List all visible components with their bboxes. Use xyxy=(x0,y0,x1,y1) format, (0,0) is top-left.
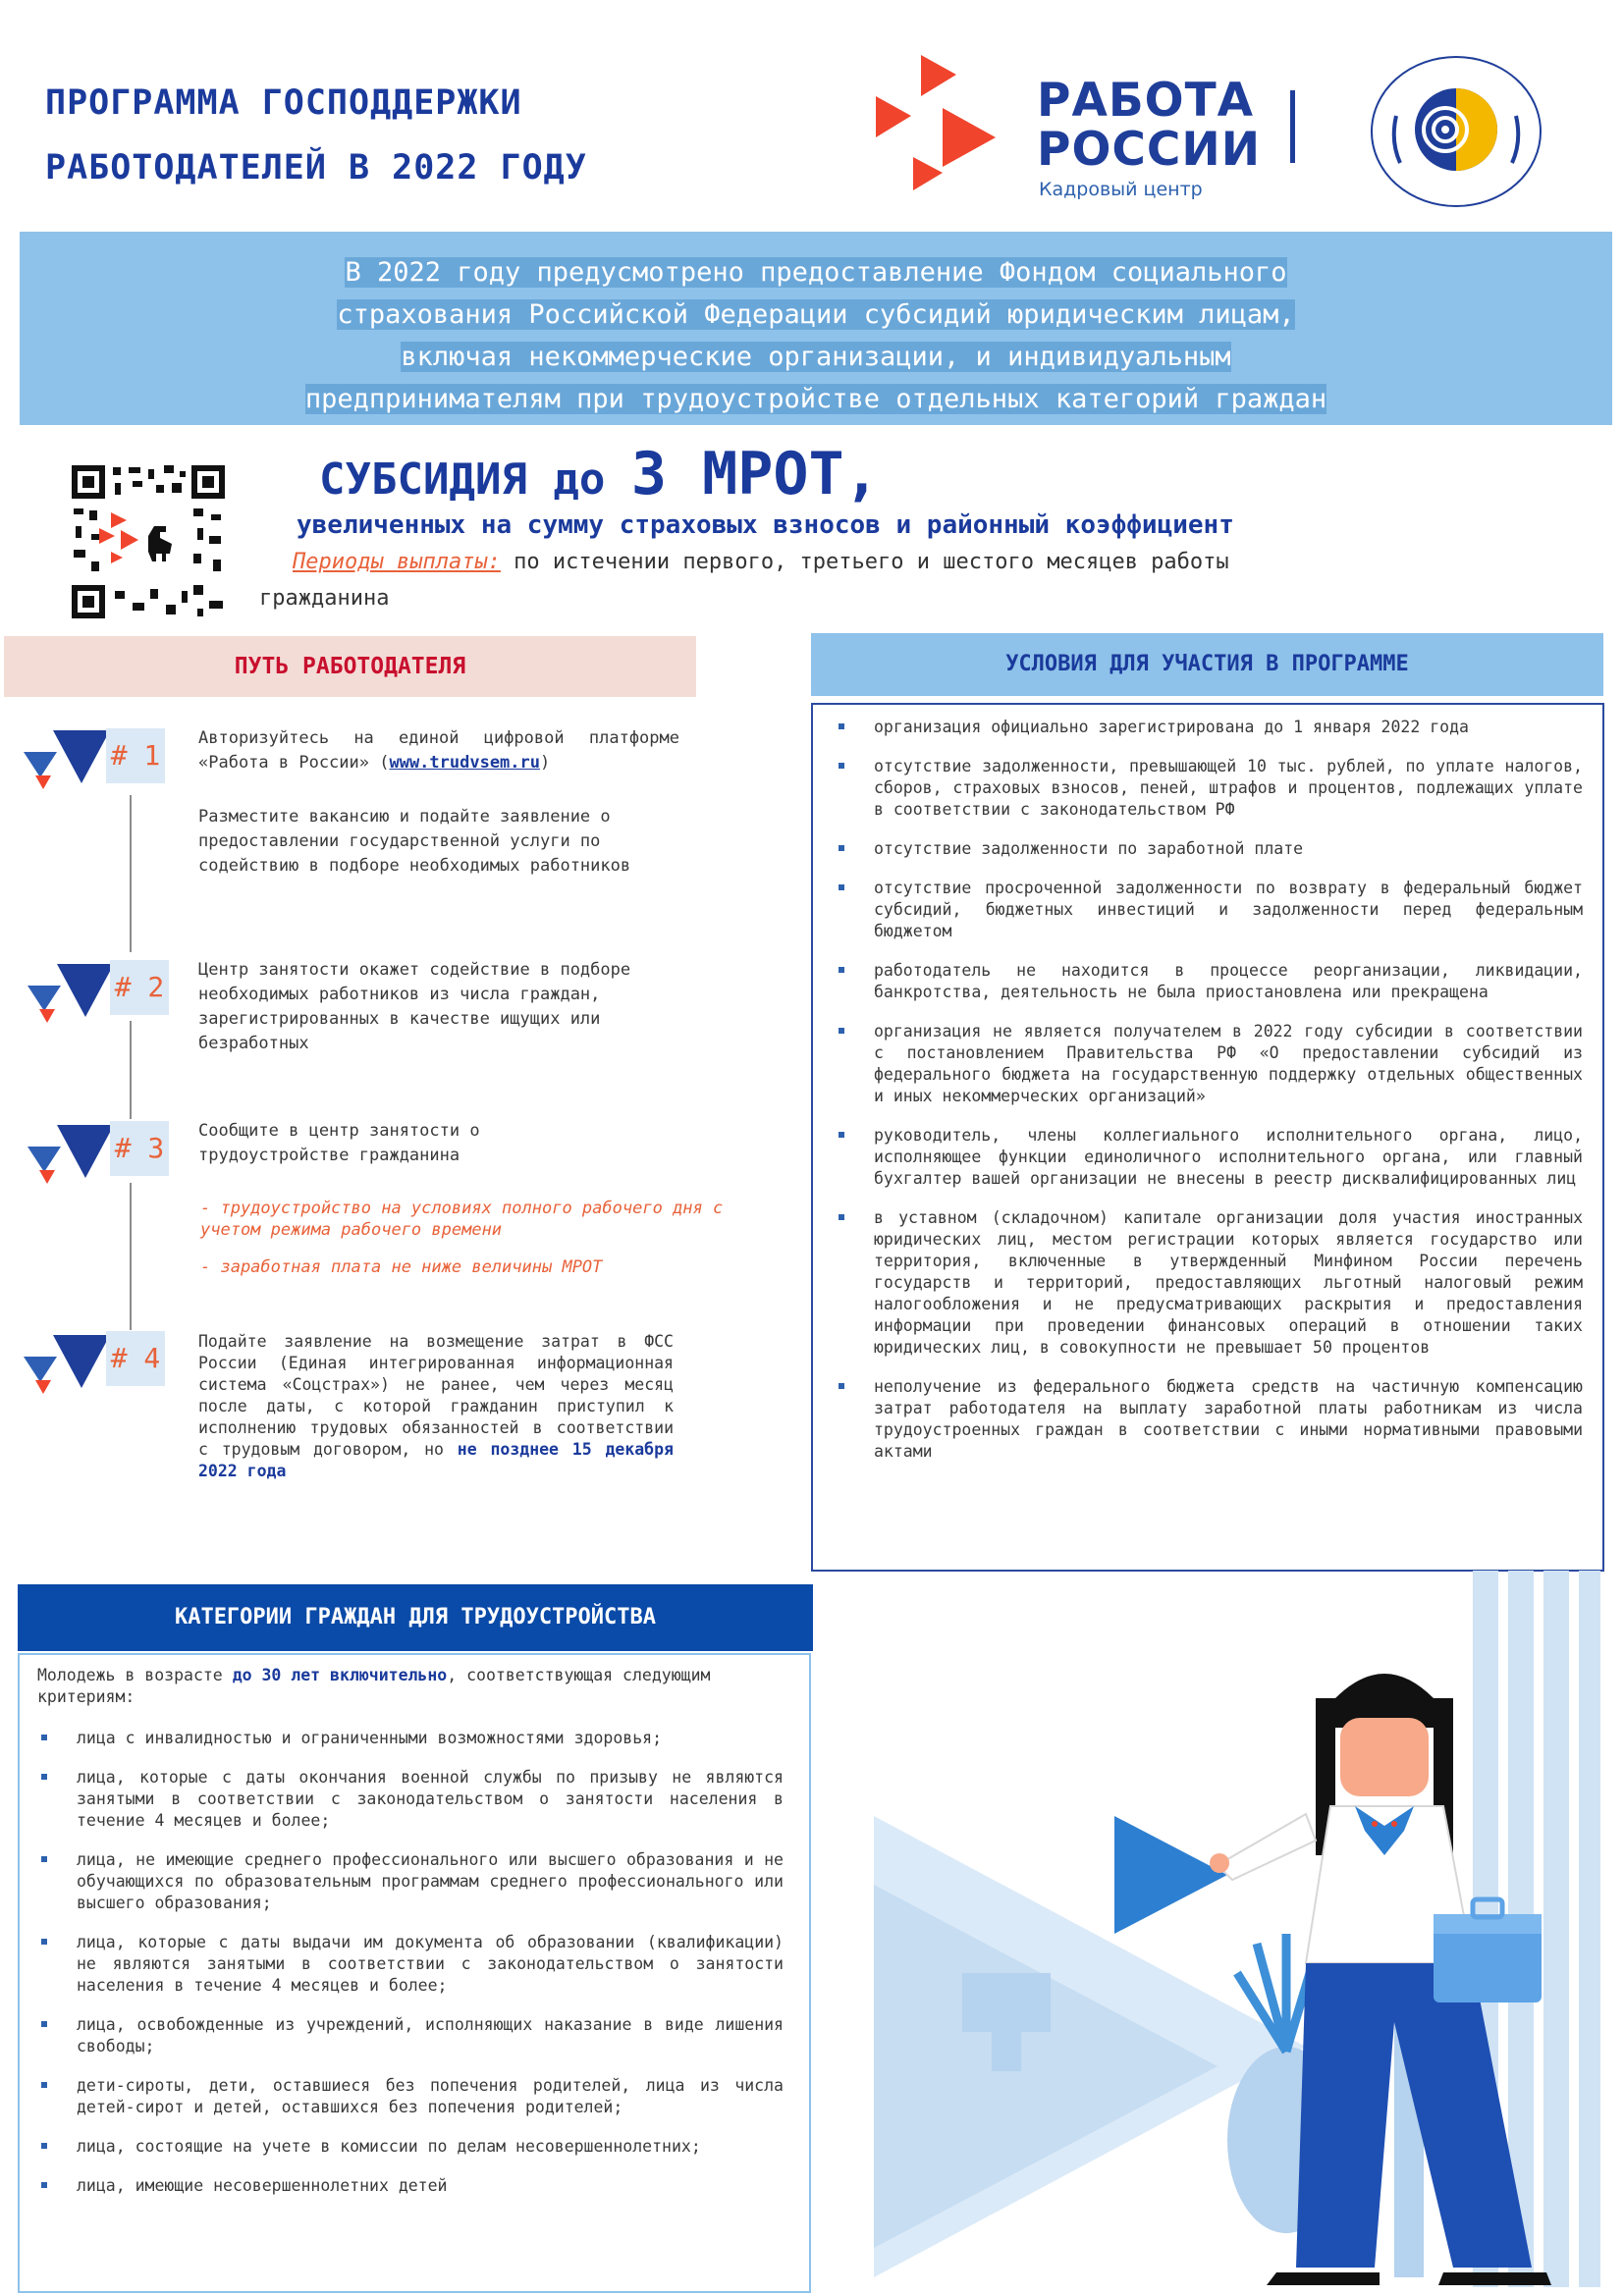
condition-item: руководитель, члены коллегиального исполнительного органа, лицо, исполняющее функции единоличного исполнительного органа, или главный бухгалтер вашей организации не внесены в реестр дисквалифицированных лиц xyxy=(874,1126,1583,1188)
categories-heading: КАТЕГОРИИ ГРАЖДАН ДЛЯ ТРУДОУСТРОЙСТВА xyxy=(18,1584,813,1651)
fss-emblem-icon xyxy=(1367,53,1545,210)
deadline: не позднее 15 декабря 2022 года xyxy=(198,1440,674,1480)
step-number-1: # 1 xyxy=(106,728,165,783)
condition-item: отсутствие просроченной задолженности по возврату в федеральный бюджет субсидий, бюджетных инвестиций и задолженности перед федеральным бюджетом xyxy=(874,879,1583,940)
category-item: лица, состоящие на учете в комиссии по делам несовершеннолетних; xyxy=(77,2136,784,2158)
category-item: лица, которые с даты окончания военной службы по призыву не являются занятыми в соответствии с законодательством о занятости населения в течение 4 месяцев и более; xyxy=(77,1768,784,1830)
qr-code-icon[interactable] xyxy=(72,465,225,618)
category-item: лица, не имеющие среднего профессионального или высшего образования и не обучающихся по образовательным программам среднего профессионального или высшего образования; xyxy=(77,1850,784,1912)
conditions-heading: УСЛОВИЯ ДЛЯ УЧАСТИЯ В ПРОГРАММЕ xyxy=(811,633,1603,696)
subsidy-headline: СУБСИДИЯ до 3 МРОТ, xyxy=(319,440,880,508)
step-triangle-icon xyxy=(24,726,112,791)
step-4-text: Подайте заявление на возмещение затрат в ФСС России (Единая интегрированная информационная система «Соцстрах») не ранее, чем через месяц после даты, с которой гражданин приступил к исполнению трудовых обязанностей в соответствии с трудовым договором, но не позднее 15 декабря 2022 года xyxy=(198,1332,674,1480)
step-triangle-icon xyxy=(24,1331,112,1396)
category-item: лица с инвалидностью и ограниченными возможностями здоровья; xyxy=(77,1728,784,1749)
employer-path-heading: ПУТЬ РАБОТОДАТЕЛЯ xyxy=(4,636,696,697)
subsidy-amount: 3 МРОТ xyxy=(630,440,844,508)
step-number-4: # 4 xyxy=(106,1331,165,1386)
category-item: дети-сироты, дети, оставшиеся без попечения родителей, лица из числа детей-сирот и детей, оставшихся без попечения родителей; xyxy=(77,2076,784,2116)
step-number-2: # 2 xyxy=(110,960,169,1015)
logos xyxy=(874,49,1581,216)
categories-list xyxy=(77,1728,784,2215)
step-1-text: Авторизуйтесь на единой цифровой платформе «Работа в России» (www.trudvsem.ru) xyxy=(198,728,679,773)
payment-periods-label: Периоды выплаты: xyxy=(293,550,501,574)
timeline-line xyxy=(130,1021,132,1119)
conditions-box xyxy=(811,703,1604,1572)
condition-item: организация официально зарегистрирована до 1 января 2022 года xyxy=(874,717,1583,738)
condition-item: работодатель не находится в процессе реорганизации, ликвидации, банкротства, деятельность не была приостановлена или прекращена xyxy=(874,961,1583,1001)
category-item: лица, освобожденные из учреждений, исполняющих наказание в виде лишения свободы; xyxy=(77,2015,784,2056)
categories-intro: Молодежь в возрасте до 30 лет включительно, соответствующая следующим критериям: xyxy=(37,1666,711,1706)
step-number-3: # 3 xyxy=(110,1121,169,1176)
payment-periods: Периоды выплаты: по истечении первого, третьего и шестого месяцев работы xyxy=(293,550,1229,574)
title-line-1: ПРОГРАММА ГОСПОДДЕРЖКИ xyxy=(45,83,522,123)
employer-illustration xyxy=(844,1561,1620,2287)
logo-subtitle: Кадровый центр xyxy=(1039,179,1203,200)
step-triangle-icon xyxy=(27,960,116,1025)
logo-name: РАБОТА РОССИИ xyxy=(1037,74,1262,177)
step-3-note-2: - заработная плата не ниже величины МРОТ xyxy=(200,1257,603,1277)
timeline-line xyxy=(130,1183,132,1330)
trudvsem-link[interactable]: www.trudvsem.ru xyxy=(389,753,540,773)
step-3-text: Сообщите в центр занятости о трудоустройстве гражданина xyxy=(198,1121,480,1165)
category-item: лица, которые с даты выдачи им документа об образовании (квалификации) не являются занятыми в соответствии с законодательством о занятости населения в течение 4 месяцев и более; xyxy=(77,1933,784,1995)
step-triangle-icon xyxy=(27,1121,116,1186)
step-2-text: Центр занятости окажет содействие в подборе необходимых работников из числа граждан, зарегистрированных в качестве ищущих или безработных xyxy=(198,960,631,1053)
conditions-list xyxy=(874,717,1583,1480)
step-3-note-1: - трудоустройство на условиях полного рабочего дня с учетом режима рабочего времени xyxy=(200,1199,724,1240)
payment-periods-cont: гражданина xyxy=(259,586,390,611)
step-1-text-2: Разместите вакансию и подайте заявление о предоставлении государственной услуги по содействию в подборе необходимых работников xyxy=(198,807,631,876)
logo-divider xyxy=(1290,90,1295,163)
condition-item: неполучение из федерального бюджета средств на частичную компенсацию затрат работодателя на выплату заработной платы работникам из числа трудоустроенных граждан в соответствии с иными нормативными правовыми актами xyxy=(874,1377,1583,1461)
condition-item: отсутствие задолженности, превышающей 10 тыс. рублей, по уплате налогов, сборов, страховых взносов, пеней, штрафов и процентов, подлежащих уплате в соответствии с законодательством РФ xyxy=(874,757,1583,819)
category-item: лица, имеющие несовершеннолетних детей xyxy=(77,2175,784,2197)
page-title xyxy=(45,71,732,200)
rabota-rossii-logo-icon xyxy=(874,53,1001,200)
condition-item: организация не является получателем в 2022 году субсидии в соответствии с постановлением Правительства РФ «О предоставлении субсидий из федерального бюджета на государственную поддержку отдельных общественных и иных некоммерческих организаций» xyxy=(874,1022,1583,1105)
title-line-2: РАБОТОДАТЕЛЕЙ В 2022 ГОДУ xyxy=(45,148,587,187)
timeline-line xyxy=(130,795,132,952)
subsidy-subtitle: увеличенных на сумму страховых взносов и районный коэффициент xyxy=(297,510,1234,540)
intro-banner xyxy=(20,232,1612,425)
intro-banner-text: В 2022 году предусмотрено предоставление Фондом социального страхования Российской Федерации субсидий юридическим лицам, включая некоммерческие организации, и индивидуальным предпринимателям при трудоустройстве отдельных категорий граждан xyxy=(304,257,1327,414)
condition-item: в уставном (складочном) капитале организации доля участия иностранных юридических лиц, местом регистрации которых является государство или территория, включенные в утвержденный Минфином России перечень государств и территорий, предоставляющих льготный налоговый режим налогообложения и не предусматривающих раскрытия и предоставления информации при проведении финансовых операций в отношении таких юридических лиц, в совокупности не превышает 50 процентов xyxy=(874,1208,1583,1357)
categories-box xyxy=(18,1653,811,2293)
condition-item: отсутствие задолженности по заработной плате xyxy=(874,838,1583,860)
